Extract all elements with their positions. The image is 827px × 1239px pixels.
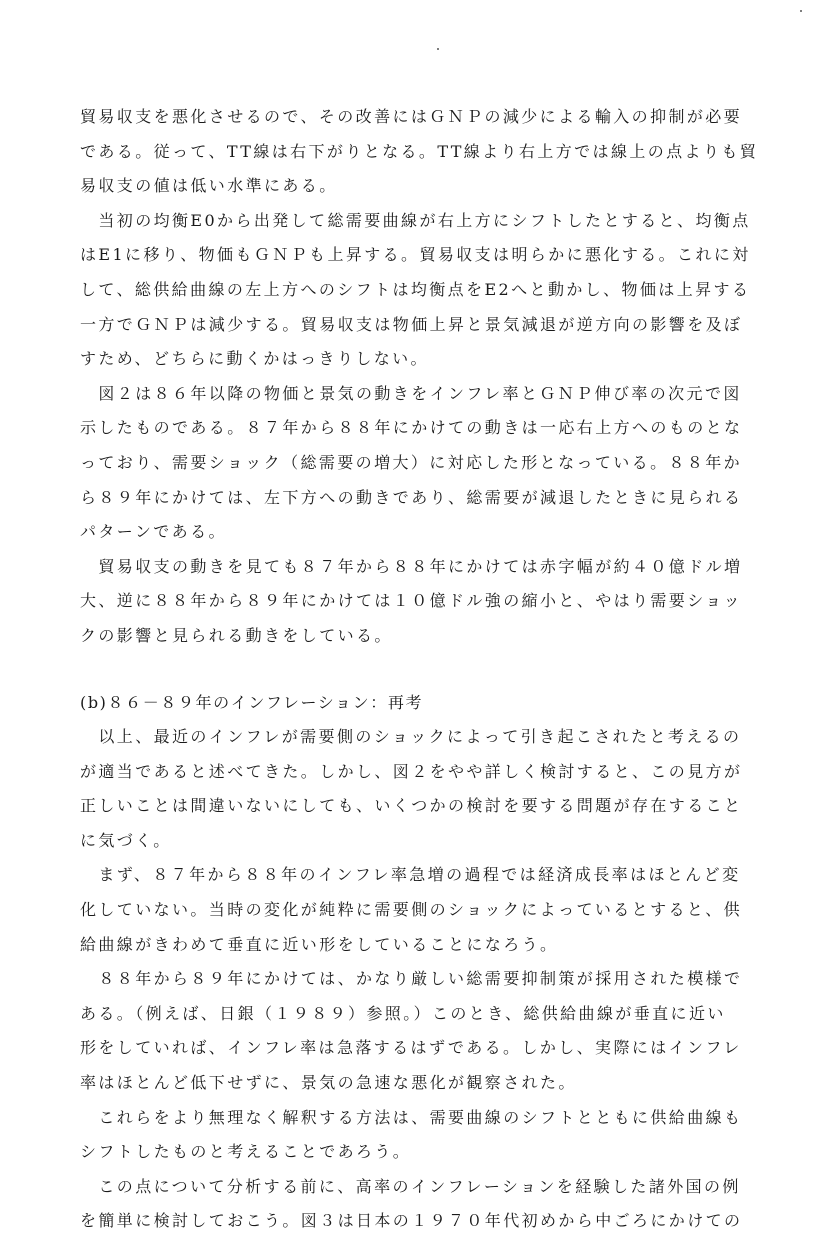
text-line: である。従って、TT線は右下がりとなる。TT線より右上方では線上の点よりも貿 <box>80 141 759 161</box>
section-heading: (b)８６－８９年のインフレーション：再考 <box>80 692 424 712</box>
text-line: すため、どちらに動くかはっきりしない。 <box>80 349 429 369</box>
text-line: を簡単に検討しておこう。図３は日本の１９７０年代初めから中ごろにかけての <box>80 1211 743 1231</box>
text-line: っており、需要ショック（総需要の増大）に対応した形となっている。８８年か <box>80 452 743 472</box>
text-line: 形をしていれば、インフレ率は急落するはずである。しかし、実際にはインフレ <box>80 1038 742 1058</box>
text-line: まず、８７年から８８年のインフレ率急増の過程では経済成長率はほとんど変 <box>80 865 741 885</box>
text-line: 正しいことは間違いないにしても、いくつかの検討を要する問題が存在すること <box>80 796 743 816</box>
text-line: が適当であると述べてきた。しかし、図２をやや詳しく検討すると、この見方が <box>80 761 743 781</box>
text-line: 図２は８６年以降の物価と景気の動きをインフレ率とＧＮＰ伸び率の次元で図 <box>80 383 742 403</box>
text-line: 易収支の値は低い水準にある。 <box>80 176 338 196</box>
text-line: 大、逆に８８年から８９年にかけては１０億ドル強の縮小と、やはり需要ショッ <box>80 591 743 611</box>
text-line: 当初の均衡E0から出発して総需要曲線が右上方にシフトしたとすると、均衡点 <box>80 210 751 230</box>
document-page <box>80 100 780 1239</box>
text-line: クの影響と見られる動きをしている。 <box>80 625 393 645</box>
text-block-2 <box>80 720 780 1239</box>
text-line: はE1に移り、物価もＧＮＰも上昇する。貿易収支は明らかに悪化する。これに対 <box>80 245 751 265</box>
text-line: 率はほとんど低下せずに、景気の急速な悪化が観察された。 <box>80 1073 577 1093</box>
text-line: 給曲線がきわめて垂直に近い形をしていることになろう。 <box>80 934 559 954</box>
text-block-1 <box>80 100 780 654</box>
text-line: して、総供給曲線の左上方へのシフトは均衡点をE2へと動かし、物価は上昇する <box>80 279 751 299</box>
text-line: 化していない。当時の変化が純粋に需要側のショックによっているとすると、供 <box>80 900 743 920</box>
text-line: 示したものである。８７年から８８年にかけての動きは一応右上方へのものとな <box>80 418 743 438</box>
text-line: ある。（例えば、日銀（１９８９）参照。）このとき、総供給曲線が垂直に近い <box>80 1003 726 1023</box>
text-line: に気づく。 <box>80 830 172 850</box>
text-line: シフトしたものと考えることであろう。 <box>80 1142 412 1162</box>
text-line: この点について分析する前に、高率のインフレーションを経験した諸外国の例 <box>80 1176 741 1196</box>
text-line: これらをより無理なく解釈する方法は、需要曲線のシフトとともに供給曲線も <box>80 1107 743 1127</box>
text-line: ら８９年にかけては、左下方への動きであり、総需要が減退したときに見られる <box>80 487 743 507</box>
section-gap <box>80 654 780 686</box>
scan-speck <box>800 10 802 12</box>
text-line: 以上、最近のインフレが需要側のショックによって引き起こされたと考えるの <box>80 727 742 747</box>
text-line: ８８年から８９年にかけては、かなり厳しい総需要抑制策が採用された模様で <box>80 969 743 989</box>
scan-speck <box>437 48 439 50</box>
text-line: 一方でＧＮＰは減少する。貿易収支は物価上昇と景気減退が逆方向の影響を及ぼ <box>80 314 743 334</box>
text-line: パターンである。 <box>80 522 227 542</box>
text-line: 貿易収支を悪化させるので、その改善にはＧＮＰの減少による輸入の抑制が必要 <box>80 107 743 126</box>
text-line: 貿易収支の動きを見ても８７年から８８年にかけては赤字幅が約４０億ドル増 <box>80 556 743 576</box>
